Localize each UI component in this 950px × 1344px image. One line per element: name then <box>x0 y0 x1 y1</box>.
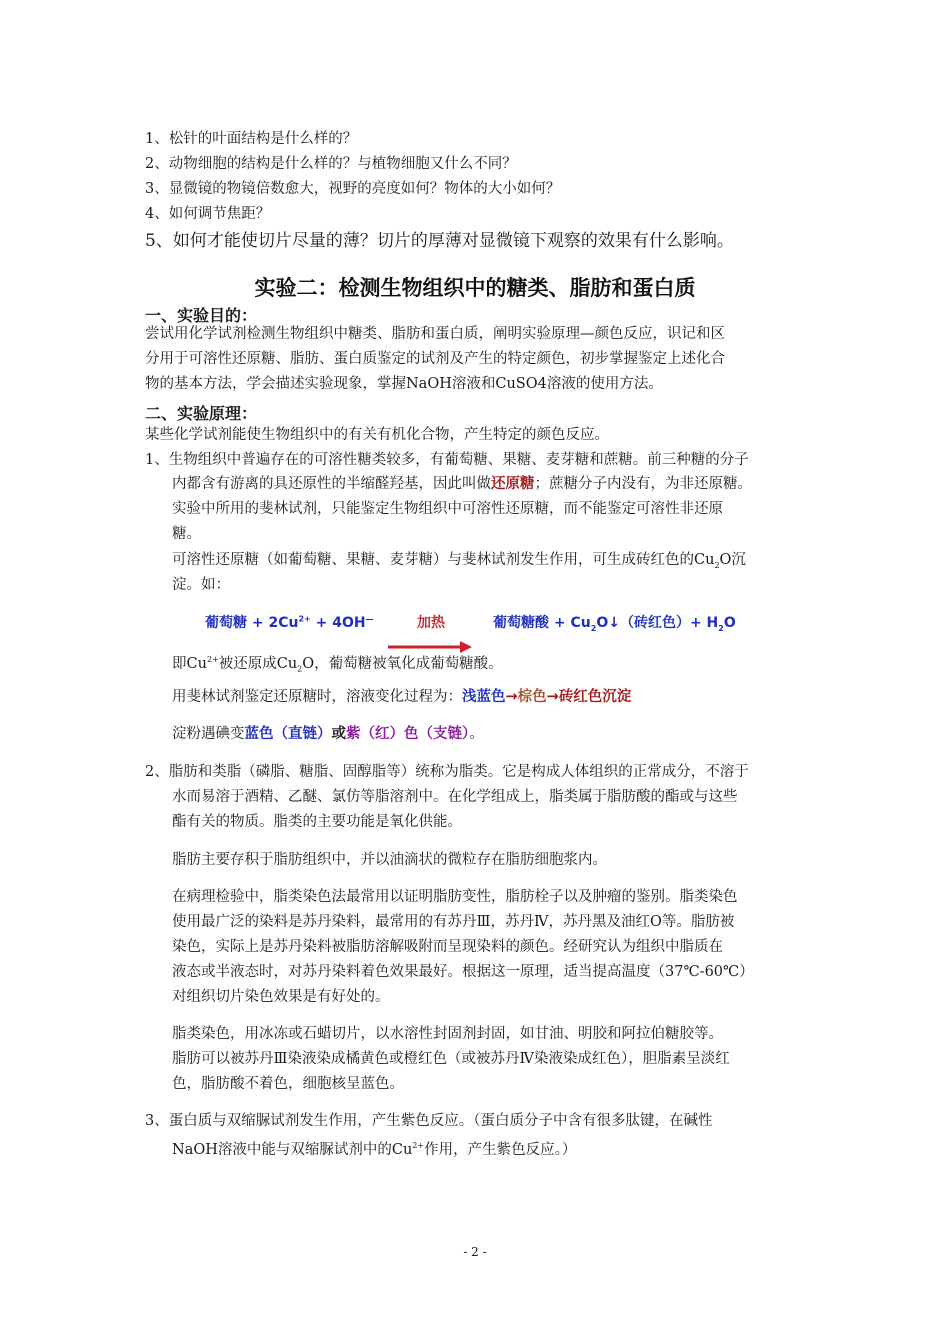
equation-products <box>493 612 736 633</box>
p4-line-4: 液态或半液态时，对苏丹染料着色效果最好。根据这一原理，适当提高温度（37℃-60℃） <box>172 964 754 980</box>
p1-line-5-c: O沉 <box>719 552 746 568</box>
p2-line-2: 水而易溶于酒精、乙醚、氯仿等脂溶剂中。在化学组成上，脂类属于脂肪酸的酯或与这些 <box>172 789 738 805</box>
p6-line-2-sup: 2+ <box>412 1141 425 1150</box>
equation-sub-2: 2 <box>718 623 724 633</box>
p6-line-2-a: NaOH溶液中能与双缩脲试剂中的Cu <box>172 1141 413 1158</box>
equation-reactants <box>205 612 374 632</box>
reduction-note-b: 被还原成Cu <box>218 655 298 672</box>
purpose-line-1: 尝试用化学试剂检测生物组织中糖类、脂肪和蛋白质，阐明实验原理—颜色反应，识记和区 <box>145 326 725 342</box>
reduction-note-sup: 2+ <box>206 655 219 664</box>
section-heading-principle: 二、实验原理： <box>145 404 258 423</box>
reduction-note-sub: 2 <box>297 664 303 674</box>
reduction-note-c: O，葡萄糖被氧化成葡萄糖酸。 <box>302 655 503 672</box>
question-3: 3、显微镜的物镜倍数愈大，视野的亮度如何？物体的大小如何？ <box>145 181 561 197</box>
question-2: 2、动物细胞的结构是什么样的？与植物细胞又什么不同？ <box>145 156 517 172</box>
equation-products-c: O <box>723 615 736 631</box>
fehling-color-change <box>172 685 631 710</box>
p4-line-2: 使用最广泛的染料是苏丹染料，最常用的有苏丹Ⅲ，苏丹Ⅳ，苏丹黑及油红O等。脂肪被 <box>172 914 735 930</box>
starch-iodine-line <box>172 722 484 747</box>
p1-line-1: 1、生物组织中普遍存在的可溶性糖类较多，有葡萄糖、果糖、麦芽糖和蔗糖。前三种糖的分子 <box>145 452 749 468</box>
page-number: - 2 - <box>463 1245 487 1259</box>
p5-line-3: 色，脂肪酸不着色，细胞核呈蓝色。 <box>172 1076 404 1092</box>
equation-products-a: 葡萄糖酸 + Cu <box>493 615 591 631</box>
equation-sup-2: — <box>365 614 374 624</box>
question-1: 1、松针的叶面结构是什么样的？ <box>145 131 358 147</box>
p6-line-2 <box>172 1134 576 1162</box>
p1-line-3: 实验中所用的斐林试剂，只能鉴定生物组织中可溶性还原糖，而不能鉴定可溶性非还原 <box>172 501 723 517</box>
p4-line-1: 在病理检验中，脂类染色法最常用以证明脂肪变性，脂肪栓子以及肿瘤的鉴别。脂类染色 <box>172 889 738 905</box>
starch-purple-branched: 紫（红）色（支链） <box>346 726 470 742</box>
p1-line-5 <box>172 548 746 578</box>
question-4: 4、如何调节焦距？ <box>145 206 271 222</box>
starch-or: 或 <box>331 726 346 742</box>
p5-line-1: 脂类染色，用冰冻或石蜡切片，以水溶性封固剂封固，如甘油、明胶和阿拉伯糖胶等。 <box>172 1026 723 1042</box>
starch-text: 淀粉遇碘变 <box>172 726 245 742</box>
fehling-text: 用斐林试剂鉴定还原糖时，溶液变化过程为： <box>172 689 462 705</box>
p1-line-4: 糖。 <box>172 526 201 542</box>
p1-line-5-a: 可溶性还原糖（如葡萄糖、果糖、麦芽糖）与斐林试剂发生作用，可生成砖红色的Cu <box>172 552 715 568</box>
p1-line-2-a: 内都含有游离的具还原性的半缩醛羟基，因此叫做 <box>172 476 491 492</box>
p4-line-3: 染色，实际上是苏丹染料被脂肪溶解吸附而呈现染料的颜色。经研究认为组织中脂质在 <box>172 939 723 955</box>
page-title: 实验二：检测生物组织中的糖类、脂肪和蛋白质 <box>254 276 696 300</box>
p6-line-1: 3、蛋白质与双缩脲试剂发生作用，产生紫色反应。（蛋白质分子中含有很多肽键，在碱性 <box>145 1113 713 1129</box>
color-brick-red-precipitate: 砖红色沉淀 <box>558 689 632 705</box>
p2-line-1: 2、脂肪和类脂（磷脂、糖脂、固醇脂等）统称为脂类。它是构成人体组织的正常成分，不溶于 <box>145 764 749 780</box>
equation-sub-1: 2 <box>590 623 597 633</box>
equation-products-b: O↓（砖红色）+ H <box>596 615 719 631</box>
color-arrow-1: → <box>505 689 518 705</box>
equation-heat-label: 加热 <box>417 615 445 631</box>
p1-line-5-sub: 2 <box>714 560 720 570</box>
reduction-note <box>172 648 503 682</box>
equation-reactants-b: + 4OH <box>310 615 366 631</box>
p2-line-3: 酯有关的物质。脂类的主要功能是氧化供能。 <box>172 814 462 830</box>
p6-line-2-b: 作用，产生紫色反应。） <box>424 1141 577 1158</box>
p3-line: 脂肪主要存积于脂肪组织中，并以油滴状的微粒存在脂肪细胞浆内。 <box>172 852 607 868</box>
purpose-line-3: 物的基本方法，学会描述实验现象，掌握NaOH溶液和CuSO4溶液的使用方法。 <box>145 376 663 392</box>
reducing-sugar-term: 还原糖 <box>491 476 535 492</box>
p1-line-6: 淀。如： <box>172 577 230 593</box>
p5-line-2: 脂肪可以被苏丹Ⅲ染液染成橘黄色或橙红色（或被苏丹Ⅳ染液染成红色），胆脂素呈淡红 <box>172 1051 730 1067</box>
starch-blue-linear: 蓝色（直链） <box>244 726 332 742</box>
p4-line-5: 对组织切片染色效果是有好处的。 <box>172 989 390 1005</box>
principle-intro: 某些化学试剂能使生物组织中的有关有机化合物，产生特定的颜色反应。 <box>145 427 609 443</box>
reduction-note-a: 即Cu <box>172 655 207 672</box>
color-arrow-2: → <box>546 689 559 705</box>
purpose-line-2: 分用于可溶性还原糖、脂肪、蛋白质鉴定的试剂及产生的特定颜色，初步掌握鉴定上述化合 <box>145 351 725 367</box>
color-brown: 棕色 <box>517 689 547 705</box>
color-light-blue: 浅蓝色 <box>462 689 506 705</box>
equation-reactants-a: 葡萄糖 + 2Cu <box>205 615 299 631</box>
question-5: 5、如何才能使切片尽量的薄？切片的厚薄对显微镜下观察的效果有什么影响。 <box>145 231 734 251</box>
p1-line-2 <box>172 472 752 497</box>
section-heading-purpose: 一、实验目的： <box>145 306 258 325</box>
equation-sup-1: 2+ <box>298 614 311 624</box>
starch-period: 。 <box>469 726 484 742</box>
p1-line-2-c: ；蔗糖分子内没有，为非还原糖。 <box>534 476 752 492</box>
